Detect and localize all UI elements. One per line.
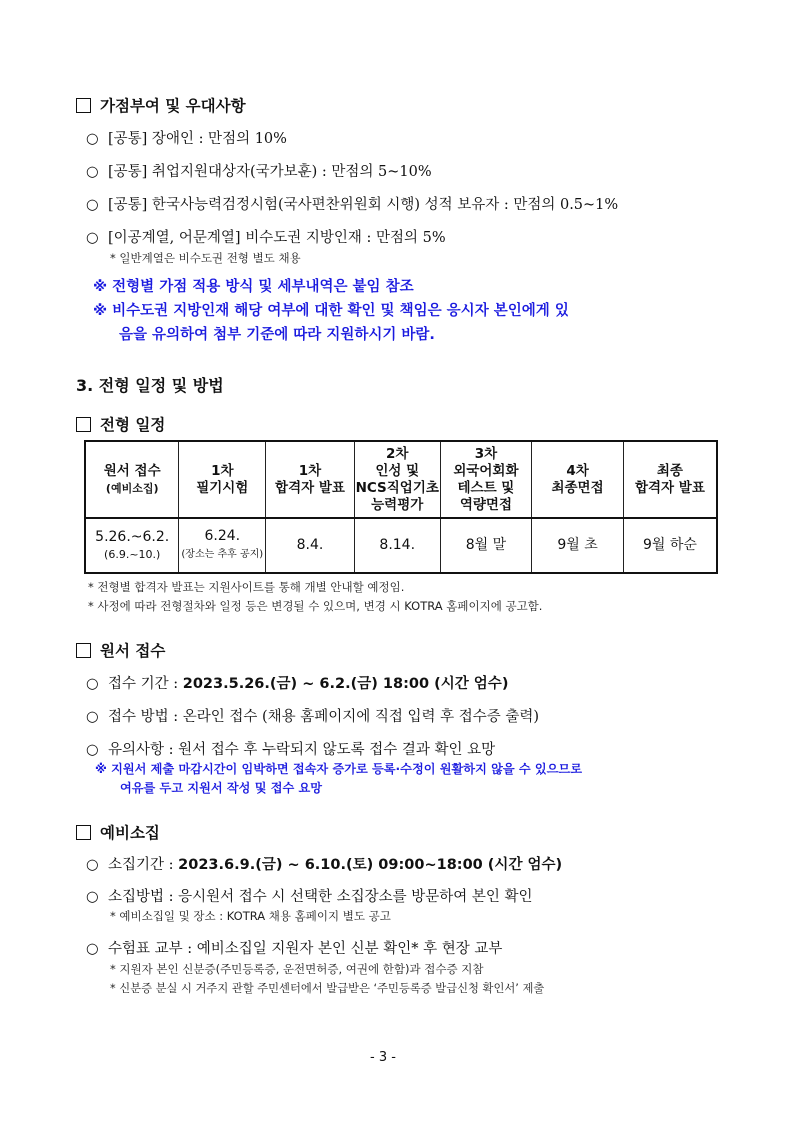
schedule-table — [84, 440, 718, 574]
cell-second-stage-date: 8.14. — [354, 518, 440, 573]
header-application: 원서 접수 (예비소집) — [85, 441, 179, 518]
prelim-method-note: * 예비소집일 및 장소 : KOTRA 채용 홈페이지 별도 공고 — [110, 909, 391, 923]
table-note: * 전형별 합격자 발표는 지원사이트를 통해 개별 안내할 예정임. — [88, 580, 405, 594]
header-final-interview: 4차 최종면접 — [532, 441, 624, 518]
cell-final-interview-date: 9월 초 — [532, 518, 624, 573]
prelim-heading: 예비소집 — [76, 821, 160, 843]
bullet-circle-icon: ○ — [86, 857, 99, 873]
prelim-period: ○ 소집기간 : 2023.6.9.(금) ~ 6.10.(토) 09:00~18:00 (시간 엄수) — [86, 857, 563, 873]
bullet-circle-icon: ○ — [86, 164, 99, 180]
cell-application-date: 5.26.~6.2. (6.9.~10.) — [85, 518, 179, 573]
header-final-result: 최종 합격자 발표 — [623, 441, 717, 518]
checkbox-square-icon — [76, 417, 91, 432]
bonus-item: ○ [공통] 취업지원대상자(국가보훈) : 만점의 5~10% — [86, 164, 432, 180]
prelim-ticket-note: * 지원자 본인 신분증(주민등록증, 운전면허증, 여권에 한함)과 접수증 지참 — [110, 962, 484, 976]
apply-caution: ○ 유의사항 : 원서 접수 후 누락되지 않도록 접수 결과 확인 요망 — [86, 742, 496, 758]
schedule-header-row — [85, 441, 717, 518]
bonus-item: ○ [공통] 장애인 : 만점의 10% — [86, 131, 287, 147]
prelim-ticket-note: * 신분증 분실 시 거주지 관할 주민센터에서 발급받은 ‘주민등록증 발급신청 확인서’ 제출 — [110, 982, 545, 995]
bullet-circle-icon: ○ — [86, 197, 99, 213]
checkbox-square-icon — [76, 643, 91, 658]
section-3-title: 3. 전형 일정 및 방법 — [76, 376, 224, 395]
table-note: * 사정에 따라 전형절차와 일정 등은 변경될 수 있으며, 변경 시 KOTRA 홈페이지에 공고함. — [88, 599, 543, 613]
bullet-circle-icon: ○ — [86, 889, 99, 905]
bullet-circle-icon: ○ — [86, 676, 99, 692]
apply-period: ○ 접수 기간 : 2023.5.26.(금) ~ 6.2.(금) 18:00 (시간 엄수) — [86, 676, 509, 692]
checkbox-square-icon — [76, 98, 91, 113]
bonus-sub-note: * 일반계열은 비수도권 전형 별도 채용 — [110, 251, 301, 265]
header-second-stage: 2차 인성 및 NCS직업기초 능력평가 — [354, 441, 440, 518]
header-first-result: 1차 합격자 발표 — [266, 441, 355, 518]
cell-final-result-date: 9월 하순 — [623, 518, 717, 573]
cell-written-exam-date: 6.24. (장소는 추후 공지) — [179, 518, 266, 573]
bonus-notice: ※ 전형별 가점 적용 방식 및 세부내역은 붙임 참조 — [93, 279, 414, 295]
bonus-notice-cont: 음을 유의하여 첨부 기준에 따라 지원하시기 바람. — [119, 327, 435, 343]
bonus-item: ○ [이공계열, 어문계열] 비수도권 지방인재 : 만점의 5% — [86, 230, 446, 246]
bullet-circle-icon: ○ — [86, 709, 99, 725]
prelim-method: ○ 소집방법 : 응시원서 접수 시 선택한 소집장소를 방문하여 본인 확인 — [86, 889, 533, 905]
apply-notice-cont: 여유를 두고 지원서 작성 및 접수 요망 — [120, 781, 323, 795]
bonus-heading: 가점부여 및 우대사항 — [76, 94, 246, 116]
apply-heading: 원서 접수 — [76, 639, 165, 661]
header-written-exam: 1차 필기시험 — [179, 441, 266, 518]
bullet-circle-icon: ○ — [86, 131, 99, 147]
checkbox-square-icon — [76, 825, 91, 840]
bonus-item: ○ [공통] 한국사능력검정시험(국사편찬위원회 시행) 성적 보유자 : 만점의 0.5~1% — [86, 197, 619, 213]
bonus-notice: ※ 비수도권 지방인재 해당 여부에 대한 확인 및 책임은 응시자 본인에게 있 — [93, 303, 569, 319]
cell-first-result-date: 8.4. — [266, 518, 355, 573]
cell-third-stage-date: 8월 말 — [440, 518, 532, 573]
bullet-circle-icon: ○ — [86, 941, 99, 957]
page-number: - 3 - — [370, 1050, 396, 1065]
bullet-circle-icon: ○ — [86, 742, 99, 758]
prelim-ticket: ○ 수험표 교부 : 예비소집일 지원자 본인 신분 확인* 후 현장 교부 — [86, 941, 503, 957]
bullet-circle-icon: ○ — [86, 230, 99, 246]
apply-method: ○ 접수 방법 : 온라인 접수 (채용 홈페이지에 직접 입력 후 접수증 출력) — [86, 709, 540, 725]
header-third-stage: 3차 외국어회화 테스트 및 역량면접 — [440, 441, 532, 518]
schedule-date-row — [85, 518, 717, 573]
schedule-heading: 전형 일정 — [76, 413, 165, 435]
apply-notice: ※ 지원서 제출 마감시간이 임박하면 접속자 증가로 등록·수정이 원활하지 않을 수 있으므로 — [95, 762, 582, 776]
